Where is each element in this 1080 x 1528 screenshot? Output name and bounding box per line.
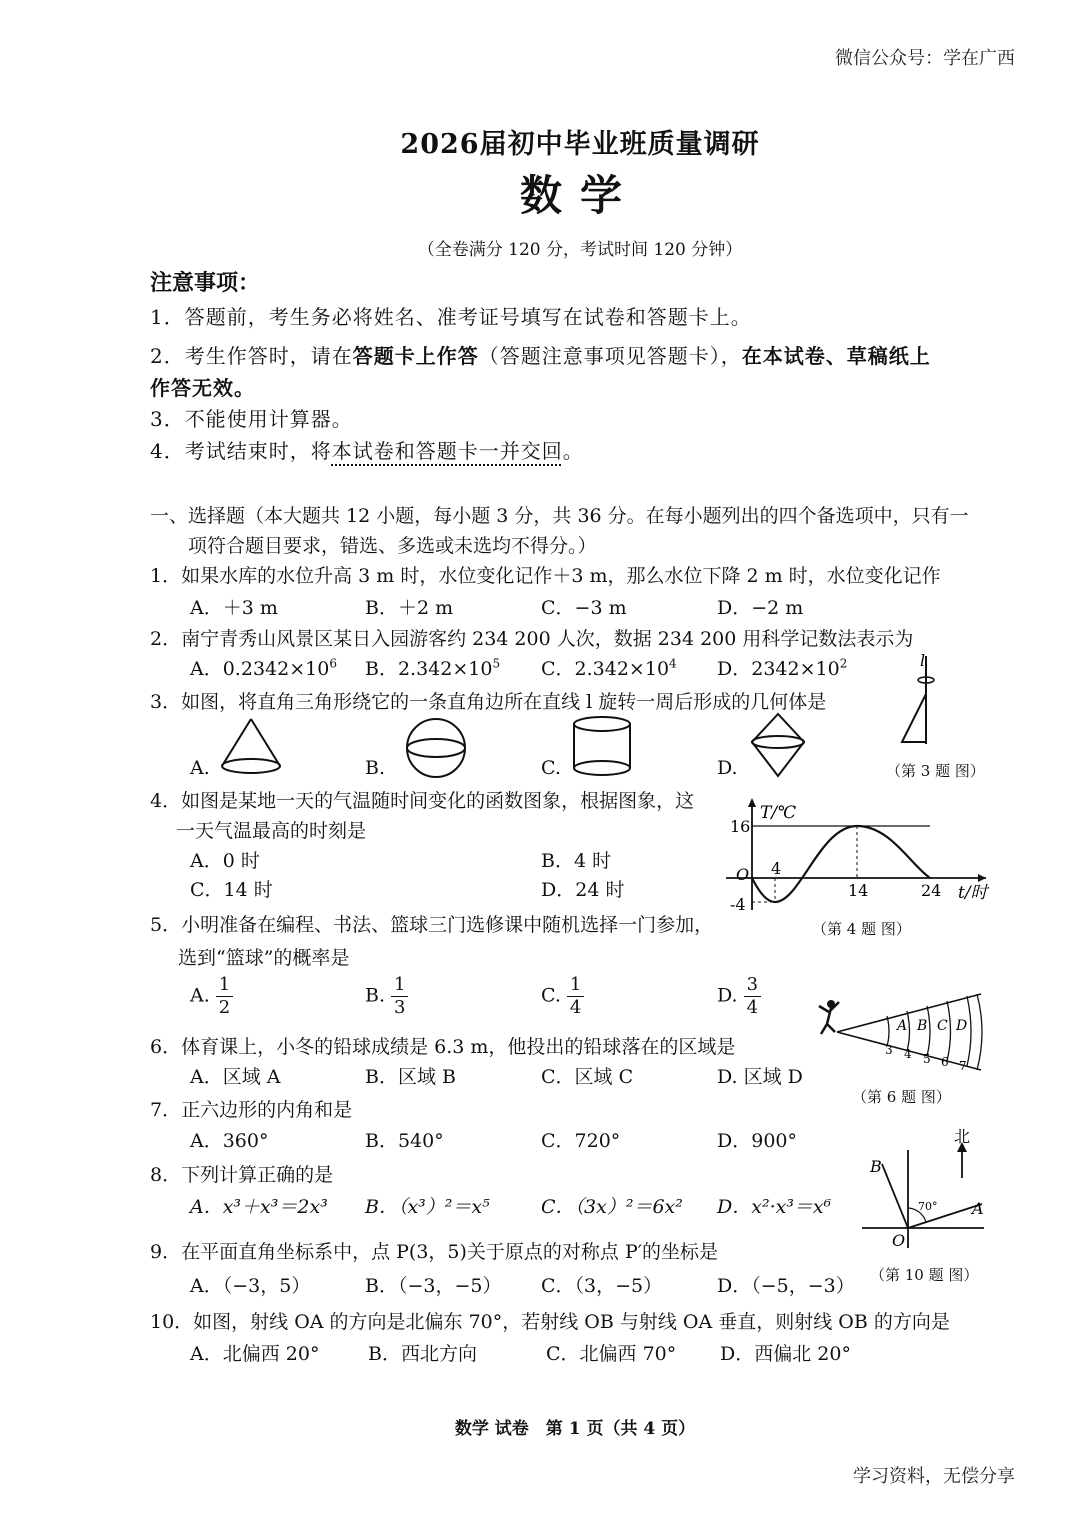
notice-3: 3．不能使用计算器。: [150, 407, 353, 431]
q6-caption: （第 6 题 图）: [852, 1088, 951, 1106]
q6-option-a: A．区域 A: [190, 1066, 281, 1088]
q2-stem: 2．南宁青秀山风景区某日入园游客约 234 200 人次，数据 234 200 用科学记数法表示为: [150, 628, 914, 650]
x-axis-label: t/时: [958, 883, 988, 903]
q1-option-d: D．−2 m: [717, 597, 804, 619]
section1-line2: 项符合题目要求，错选、多选或未选均不得分。）: [188, 535, 597, 557]
q5-option-d: D. $\frac{3}{4}$: [717, 974, 761, 1019]
distance-3: 3: [885, 1043, 893, 1057]
q5-option-b: B. $\frac{1}{3}$: [365, 974, 408, 1019]
notice-2: 2．考生作答时，请在答题卡上作答（答题注意事项见答题卡），在本试卷、草稿纸上: [150, 344, 931, 368]
distance-4: 4: [904, 1047, 912, 1061]
notice-4: 4．考试结束时，将本试卷和答题卡一并交回。: [150, 439, 584, 463]
q2-option-c: C．$2.342\times 10^4$: [541, 656, 677, 680]
y-tick-neg4: -4: [730, 895, 746, 914]
q4-stem-2: 一天气温最高的时刻是: [176, 820, 367, 842]
q10-option-a: A．北偏西 20°: [190, 1343, 320, 1365]
q3-stem: 3．如图，将直角三角形绕它的一条直角边所在直线 l 旋转一周后形成的几何体是: [150, 691, 827, 713]
distance-6: 6: [941, 1055, 949, 1069]
q4-caption: （第 4 题 图）: [812, 920, 911, 938]
q6-stem: 6．体育课上，小冬的铅球成绩是 6.3 m，他投出的铅球落在的区域是: [150, 1036, 736, 1058]
q7-option-b: B．540°: [365, 1130, 444, 1152]
q2-option-b: B．$2.342\times 10^5$: [365, 656, 501, 680]
watermark-top: 微信公众号：学在广西: [835, 48, 1015, 69]
cylinder-figure: [570, 714, 634, 778]
q3-option-d: D.: [717, 757, 738, 779]
q7-option-d: D．900°: [717, 1130, 797, 1152]
distance-5: 5: [923, 1052, 931, 1066]
q8-option-d: D．x²·x³＝x⁶: [717, 1196, 832, 1218]
point-o-label: O: [892, 1231, 906, 1250]
q4-option-a: A．0 时: [190, 850, 260, 872]
q9-option-c: C．（3，−5）: [541, 1275, 663, 1297]
q2-option-a: A．$0.2342\times 10^6$: [190, 656, 337, 680]
zone-c-label: C: [937, 1018, 948, 1034]
q6-option-c: C．区域 C: [541, 1066, 634, 1088]
y-axis-label: T/℃: [760, 803, 797, 823]
exam-title: 2026届初中毕业班质量调研: [400, 129, 760, 160]
q3-option-a: A.: [190, 757, 210, 779]
q9-option-a: A．（−3，5）: [190, 1275, 311, 1297]
section1-line1: 一、选择题（本大题共 12 小题，每小题 3 分，共 36 分。在每小题列出的四个备选项中，只有一: [150, 505, 969, 527]
notice-1: 1．答题前，考生务必将姓名、准考证号填写在试卷和答题卡上。: [150, 305, 752, 329]
q4-stem-1: 4．如图是某地一天的气温随时间变化的函数图象，根据图象，这: [150, 790, 695, 812]
notice-heading: 注意事项：: [150, 270, 261, 296]
q2-option-d: D．$2342\times 10^2$: [717, 656, 848, 680]
q5-option-c: C. $\frac{1}{4}$: [541, 974, 584, 1019]
q3-option-b: B.: [365, 757, 386, 779]
zone-a-label: A: [897, 1018, 908, 1034]
y-tick-16: 16: [730, 817, 751, 836]
temperature-graph: [720, 794, 992, 914]
q10-option-d: D．西偏北 20°: [720, 1343, 851, 1365]
q6-option-b: B．区域 B: [365, 1066, 456, 1088]
q1-option-a: A．＋3 m: [190, 597, 278, 619]
q1-option-c: C．−3 m: [541, 597, 627, 619]
q1-stem: 1．如果水库的水位升高 3 m 时，水位变化记作＋3 m，那么水位下降 2 m 时，水位变化记作: [150, 565, 941, 587]
origin-label: O: [736, 865, 750, 884]
q4-option-c: C．14 时: [190, 879, 273, 901]
q6-option-d: D. 区域 D: [717, 1066, 803, 1088]
q4-option-b: B．4 时: [541, 850, 612, 872]
direction-figure: [858, 1128, 988, 1252]
q10-stem: 10．如图，射线 OA 的方向是北偏东 70°，若射线 OB 与射线 OA 垂直，则射线 OB 的方向是: [150, 1311, 950, 1333]
q8-option-b: B．（x³）²＝x⁵: [365, 1196, 490, 1218]
exam-subtitle: （全卷满分 120 分，考试时间 120 分钟）: [417, 240, 743, 260]
q9-option-d: D．（−5，−3）: [717, 1275, 855, 1297]
q10-caption: （第 10 题 图）: [870, 1266, 979, 1284]
north-label: 北: [954, 1128, 971, 1146]
subject-title: 数学: [519, 171, 640, 220]
q4-option-d: D．24 时: [541, 879, 625, 901]
zone-b-label: B: [917, 1018, 928, 1034]
point-b-label: B: [870, 1157, 882, 1176]
point-a-label: A: [972, 1199, 984, 1218]
q3-option-c: C.: [541, 757, 561, 779]
q7-option-c: C．720°: [541, 1130, 621, 1152]
q8-stem: 8．下列计算正确的是: [150, 1164, 334, 1186]
shot-put-figure: [815, 984, 985, 1076]
distance-7: 7: [959, 1059, 967, 1073]
q5-option-a: A. $\frac{1}{2}$: [190, 974, 233, 1019]
sphere-figure: [404, 716, 468, 780]
q10-option-c: C．北偏西 70°: [546, 1343, 677, 1365]
watermark-bottom: 学习资料，无偿分享: [853, 1466, 1015, 1487]
q7-option-a: A．360°: [190, 1130, 269, 1152]
angle-70-label: 70°: [918, 1200, 938, 1213]
notice-2-cont: 作答无效。: [150, 376, 255, 400]
q3-figure-triangle: [896, 650, 944, 750]
q5-stem-1: 5．小明准备在编程、书法、篮球三门选修课中随机选择一门参加，: [150, 914, 714, 936]
x-tick-24: 24: [921, 881, 942, 900]
cone-figure: [218, 716, 284, 778]
axis-l-label: l: [920, 651, 926, 670]
q7-stem: 7．正六边形的内角和是: [150, 1099, 353, 1121]
q3-caption: （第 3 题 图）: [886, 762, 985, 780]
q1-option-b: B．＋2 m: [365, 597, 454, 619]
q10-option-b: B．西北方向: [368, 1343, 477, 1365]
page-footer: 数学 试卷 第 1 页（共 4 页）: [454, 1419, 696, 1439]
q8-option-a: A．x³＋x³＝2x³: [190, 1196, 328, 1218]
q8-option-c: C．（3x）²＝6x²: [541, 1196, 683, 1218]
q9-option-b: B．（−3，−5）: [365, 1275, 502, 1297]
x-tick-4: 4: [771, 859, 782, 878]
double-cone-figure: [748, 712, 808, 778]
q5-stem-2: 选到“篮球”的概率是: [178, 947, 350, 969]
q9-stem: 9．在平面直角坐标系中，点 P(3，5)关于原点的对称点 P′的坐标是: [150, 1241, 719, 1263]
zone-d-label: D: [956, 1018, 968, 1034]
x-tick-14: 14: [848, 881, 869, 900]
